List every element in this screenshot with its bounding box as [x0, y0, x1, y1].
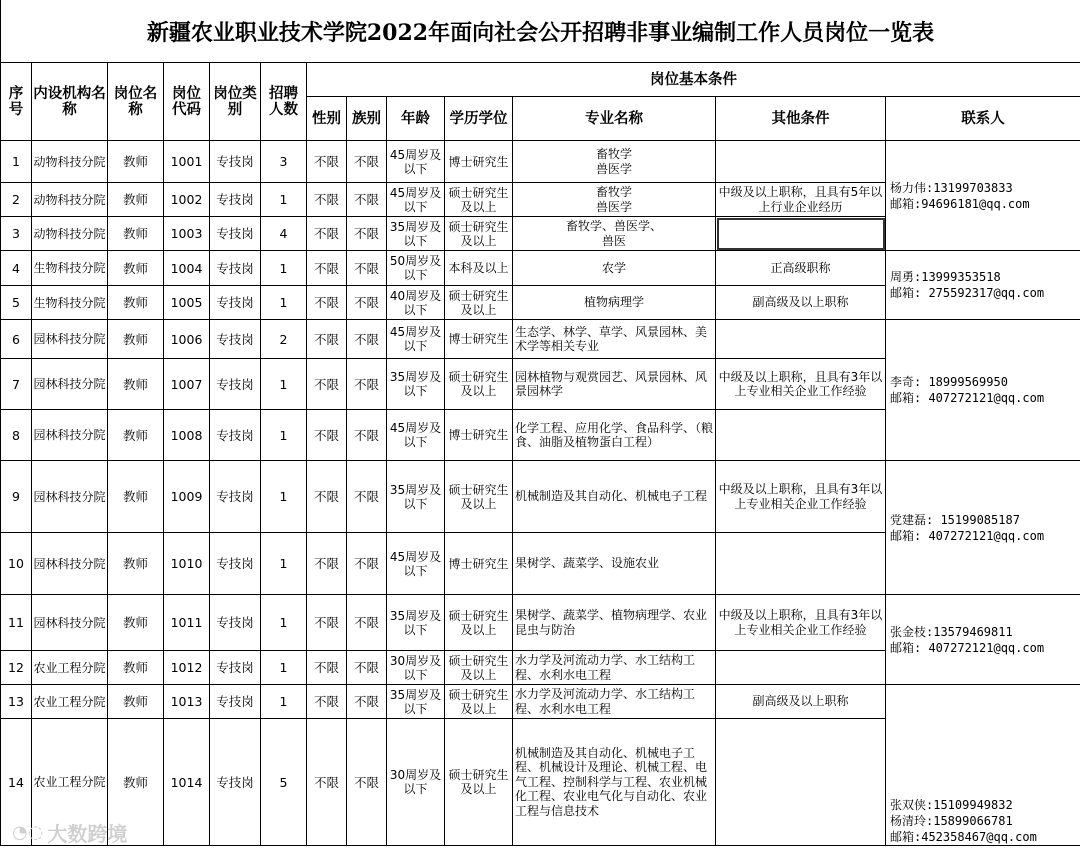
contact-email: 邮箱: 407272121@qq.com: [890, 528, 1045, 543]
row-post-name: 教师: [108, 183, 164, 217]
row-seq: 6: [1, 320, 32, 359]
table-row: [1, 251, 1080, 286]
row-education: 博士研究生: [445, 320, 513, 359]
row-gender: 不限: [307, 410, 347, 461]
row-gender: 不限: [307, 533, 347, 595]
contact-name-phone: 周勇:13999353518: [890, 270, 1001, 284]
row-major: 园林植物与观赏园艺、风景园林、风景园林学: [513, 359, 716, 410]
row-gender: 不限: [307, 719, 347, 846]
row-post-code: 1005: [164, 286, 210, 320]
header-contact: 联系人: [886, 97, 1080, 141]
row-count: 1: [261, 359, 307, 410]
row-age: 30周岁及以下: [387, 719, 445, 846]
row-contact: [886, 685, 1080, 846]
watermark-logo-icon: ◔◌: [12, 822, 44, 843]
row-contact: [886, 251, 1080, 320]
row-education: 硕士研究生及以上: [445, 685, 513, 719]
header-education: 学历学位: [445, 97, 513, 141]
row-dept: 动物科技分院: [32, 141, 108, 183]
row-age: 30周岁及以下: [387, 651, 445, 685]
row-gender: 不限: [307, 685, 347, 719]
contact-name-phone: 党建磊: 15199085187: [890, 512, 1020, 527]
row-post-code: 1009: [164, 461, 210, 533]
contact-name-phone-2: 杨清玲:15899066781: [890, 814, 1013, 828]
row-count: 1: [261, 595, 307, 651]
row-major: 生态学、林学、草学、风景园林、美术学等相关专业: [513, 320, 716, 359]
row-seq: 14: [1, 719, 32, 846]
row-seq: 1: [1, 141, 32, 183]
row-age: 45周岁及以下: [387, 320, 445, 359]
row-major: 畜牧学 兽医学: [513, 183, 716, 217]
row-ethnic: 不限: [347, 719, 387, 846]
row-major: 机械制造及其自动化、机械电子工程、机械设计及理论、机械工程、电气工程、控制科学与工程、农业机械化工程、农业电气化与自动化、农业工程与信息技术: [513, 719, 716, 846]
row-dept: 园林科技分院: [32, 410, 108, 461]
row-post-name: 教师: [108, 651, 164, 685]
row-seq: 2: [1, 183, 32, 217]
row-post-type: 专技岗: [210, 183, 261, 217]
row-age: 45周岁及以下: [387, 183, 445, 217]
row-major: 机械制造及其自动化、机械电子工程: [513, 461, 716, 533]
row-dept: 园林科技分院: [32, 461, 108, 533]
row-post-type: 专技岗: [210, 320, 261, 359]
row-dept: 农业工程分院: [32, 719, 108, 846]
row-seq: 7: [1, 359, 32, 410]
row-post-type: 专技岗: [210, 719, 261, 846]
row-count: 1: [261, 685, 307, 719]
row-post-type: 专技岗: [210, 461, 261, 533]
row-gender: 不限: [307, 595, 347, 651]
row-post-type: 专技岗: [210, 595, 261, 651]
contact-email: 邮箱: 275592317@qq.com: [890, 286, 1045, 300]
row-count: 1: [261, 461, 307, 533]
row-education: 硕士研究生及以上: [445, 286, 513, 320]
row-other: 中级及以上职称，且具有3年以上专业相关企业工作经验: [716, 461, 886, 533]
row-education: 硕士研究生及以上: [445, 359, 513, 410]
row-dept: 动物科技分院: [32, 183, 108, 217]
header-count: 招聘人数: [261, 63, 307, 141]
row-ethnic: 不限: [347, 320, 387, 359]
row-post-code: 1001: [164, 141, 210, 183]
table-row: [1, 685, 1080, 719]
row-age: 45周岁及以下: [387, 410, 445, 461]
row-post-type: 专技岗: [210, 359, 261, 410]
row-count: 1: [261, 286, 307, 320]
table-row: [1, 595, 1080, 651]
row-count: 1: [261, 183, 307, 217]
row-education: 硕士研究生及以上: [445, 183, 513, 217]
contact-name-phone: 张双侠:15109949832: [890, 798, 1013, 812]
row-dept: 园林科技分院: [32, 359, 108, 410]
watermark-text: 大数跨境: [47, 822, 128, 846]
row-major: 畜牧学 兽医学: [513, 141, 716, 183]
row-other: 副高级及以上职称: [716, 286, 886, 320]
row-count: 5: [261, 719, 307, 846]
row-post-code: 1014: [164, 719, 210, 846]
row-post-code: 1008: [164, 410, 210, 461]
table-row: [1, 461, 1080, 533]
row-gender: 不限: [307, 651, 347, 685]
row-post-type: 专技岗: [210, 533, 261, 595]
contact-name-phone: 张金枝:13579469811: [890, 624, 1013, 639]
row-ethnic: 不限: [347, 651, 387, 685]
row-education: 博士研究生: [445, 410, 513, 461]
row-post-name: 教师: [108, 251, 164, 286]
row-post-name: 教师: [108, 217, 164, 251]
row-major: 农学: [513, 251, 716, 286]
row-seq: 11: [1, 595, 32, 651]
row-post-name: 教师: [108, 461, 164, 533]
row-count: 1: [261, 410, 307, 461]
row-post-type: 专技岗: [210, 685, 261, 719]
row-seq: 3: [1, 217, 32, 251]
row-post-name: 教师: [108, 533, 164, 595]
row-other: [716, 217, 886, 251]
row-post-code: 1002: [164, 183, 210, 217]
row-post-type: 专技岗: [210, 251, 261, 286]
row-ethnic: 不限: [347, 410, 387, 461]
row-other: [716, 533, 886, 595]
row-post-name: 教师: [108, 685, 164, 719]
row-post-name: 教师: [108, 141, 164, 183]
row-post-name: 教师: [108, 359, 164, 410]
row-post-name: 教师: [108, 320, 164, 359]
header-age: 年龄: [387, 97, 445, 141]
row-education: 硕士研究生及以上: [445, 595, 513, 651]
row-post-code: 1006: [164, 320, 210, 359]
row-post-code: 1012: [164, 651, 210, 685]
row-other: 中级及以上职称，且具有3年以上专业相关企业工作经验: [716, 595, 886, 651]
row-ethnic: 不限: [347, 251, 387, 286]
header-ethnic: 族别: [347, 97, 387, 141]
row-education: 硕士研究生及以上: [445, 719, 513, 846]
row-age: 50周岁及以下: [387, 251, 445, 286]
row-gender: 不限: [307, 141, 347, 183]
row-post-name: 教师: [108, 410, 164, 461]
row-post-code: 1004: [164, 251, 210, 286]
row-dept: 园林科技分院: [32, 533, 108, 595]
row-dept: 园林科技分院: [32, 320, 108, 359]
row-age: 35周岁及以下: [387, 217, 445, 251]
row-gender: 不限: [307, 461, 347, 533]
row-post-code: 1007: [164, 359, 210, 410]
row-other: 正高级职称: [716, 251, 886, 286]
header-post-code: 岗位代码: [164, 63, 210, 141]
row-major: 水力学及河流动力学、水工结构工程、水利水电工程: [513, 651, 716, 685]
row-count: 1: [261, 651, 307, 685]
contact-name-phone: 杨力伟:13199703833: [890, 180, 1013, 195]
row-ethnic: 不限: [347, 685, 387, 719]
header-post-type: 岗位类别: [210, 63, 261, 141]
row-post-type: 专技岗: [210, 286, 261, 320]
row-major: 水力学及河流动力学、水工结构工程、水利水电工程: [513, 685, 716, 719]
row-post-name: 教师: [108, 286, 164, 320]
row-dept: 生物科技分院: [32, 286, 108, 320]
row-count: 1: [261, 251, 307, 286]
contact-email: 邮箱: 407272121@qq.com: [890, 640, 1045, 655]
table-row: [1, 141, 1080, 183]
header-other: 其他条件: [716, 97, 886, 141]
row-age: 45周岁及以下: [387, 141, 445, 183]
contact-email: 邮箱:94696181@qq.com: [890, 196, 1030, 211]
row-seq: 4: [1, 251, 32, 286]
header-post-name: 岗位名称: [108, 63, 164, 141]
row-post-type: 专技岗: [210, 141, 261, 183]
row-dept: 农业工程分院: [32, 685, 108, 719]
row-seq: 5: [1, 286, 32, 320]
sheet-title: 新疆农业职业技术学院2022年面向社会公开招聘非事业编制工作人员岗位一览表: [0, 0, 1080, 62]
row-major: 植物病理学: [513, 286, 716, 320]
header-dept: 内设机构名称: [32, 63, 108, 141]
row-post-name: 教师: [108, 595, 164, 651]
contact-email: 邮箱: 407272121@qq.com: [890, 391, 1045, 405]
row-age: 35周岁及以下: [387, 685, 445, 719]
row-other: [716, 651, 886, 685]
row-ethnic: 不限: [347, 183, 387, 217]
row-education: 博士研究生: [445, 141, 513, 183]
row-contact: [886, 141, 1080, 251]
row-gender: 不限: [307, 286, 347, 320]
row-post-code: 1010: [164, 533, 210, 595]
row-ethnic: 不限: [347, 217, 387, 251]
row-count: 1: [261, 533, 307, 595]
row-education: 本科及以上: [445, 251, 513, 286]
row-dept: 动物科技分院: [32, 217, 108, 251]
row-post-type: 专技岗: [210, 410, 261, 461]
contact-email: 邮箱:452358467@qq.com: [890, 830, 1037, 844]
row-seq: 8: [1, 410, 32, 461]
row-education: 硕士研究生及以上: [445, 461, 513, 533]
row-gender: 不限: [307, 251, 347, 286]
row-age: 35周岁及以下: [387, 359, 445, 410]
contact-name-phone: 李奇: 18999569950: [890, 375, 1008, 389]
row-count: 3: [261, 141, 307, 183]
table-row: [1, 320, 1080, 359]
row-other: [716, 141, 886, 183]
row-age: 35周岁及以下: [387, 461, 445, 533]
row-contact: [886, 461, 1080, 595]
row-major: 畜牧学、兽医学、 兽医: [513, 217, 716, 251]
row-count: 2: [261, 320, 307, 359]
header-basic-conditions: 岗位基本条件: [307, 63, 1080, 97]
row-dept: 园林科技分院: [32, 595, 108, 651]
row-post-code: 1013: [164, 685, 210, 719]
row-post-type: 专技岗: [210, 217, 261, 251]
row-seq: 12: [1, 651, 32, 685]
row-major: 化学工程、应用化学、食品科学、（粮食、油脂及植物蛋白工程）: [513, 410, 716, 461]
row-gender: 不限: [307, 359, 347, 410]
row-other: [716, 410, 886, 461]
row-ethnic: 不限: [347, 533, 387, 595]
row-ethnic: 不限: [347, 286, 387, 320]
row-contact: [886, 320, 1080, 461]
row-gender: 不限: [307, 217, 347, 251]
row-contact: [886, 595, 1080, 685]
row-post-code: 1003: [164, 217, 210, 251]
row-dept: 生物科技分院: [32, 251, 108, 286]
row-ethnic: 不限: [347, 359, 387, 410]
row-post-name: 教师: [108, 719, 164, 846]
row-other: [716, 320, 886, 359]
row-education: 博士研究生: [445, 533, 513, 595]
row-other: 中级及以上职称，且具有3年以上专业相关企业工作经验: [716, 359, 886, 410]
row-seq: 10: [1, 533, 32, 595]
watermark: [12, 818, 127, 847]
row-seq: 9: [1, 461, 32, 533]
row-post-type: 专技岗: [210, 651, 261, 685]
header-gender: 性别: [307, 97, 347, 141]
row-education: 硕士研究生及以上: [445, 651, 513, 685]
row-gender: 不限: [307, 183, 347, 217]
row-count: 4: [261, 217, 307, 251]
header-seq: 序号: [1, 63, 32, 141]
row-other: 副高级及以上职称: [716, 685, 886, 719]
row-major: 果树学、蔬菜学、植物病理学、农业昆虫与防治: [513, 595, 716, 651]
row-age: 35周岁及以下: [387, 595, 445, 651]
row-ethnic: 不限: [347, 461, 387, 533]
row-dept: 农业工程分院: [32, 651, 108, 685]
row-major: 果树学、蔬菜学、设施农业: [513, 533, 716, 595]
row-age: 40周岁及以下: [387, 286, 445, 320]
recruitment-table: [0, 62, 1080, 846]
row-other: [716, 719, 886, 846]
row-gender: 不限: [307, 320, 347, 359]
row-post-code: 1011: [164, 595, 210, 651]
row-other: 中级及以上职称，且具有5年以上行业企业经历: [716, 183, 886, 217]
row-ethnic: 不限: [347, 595, 387, 651]
header-major: 专业名称: [513, 97, 716, 141]
row-seq: 13: [1, 685, 32, 719]
row-age: 45周岁及以下: [387, 533, 445, 595]
row-ethnic: 不限: [347, 141, 387, 183]
row-education: 硕士研究生及以上: [445, 217, 513, 251]
